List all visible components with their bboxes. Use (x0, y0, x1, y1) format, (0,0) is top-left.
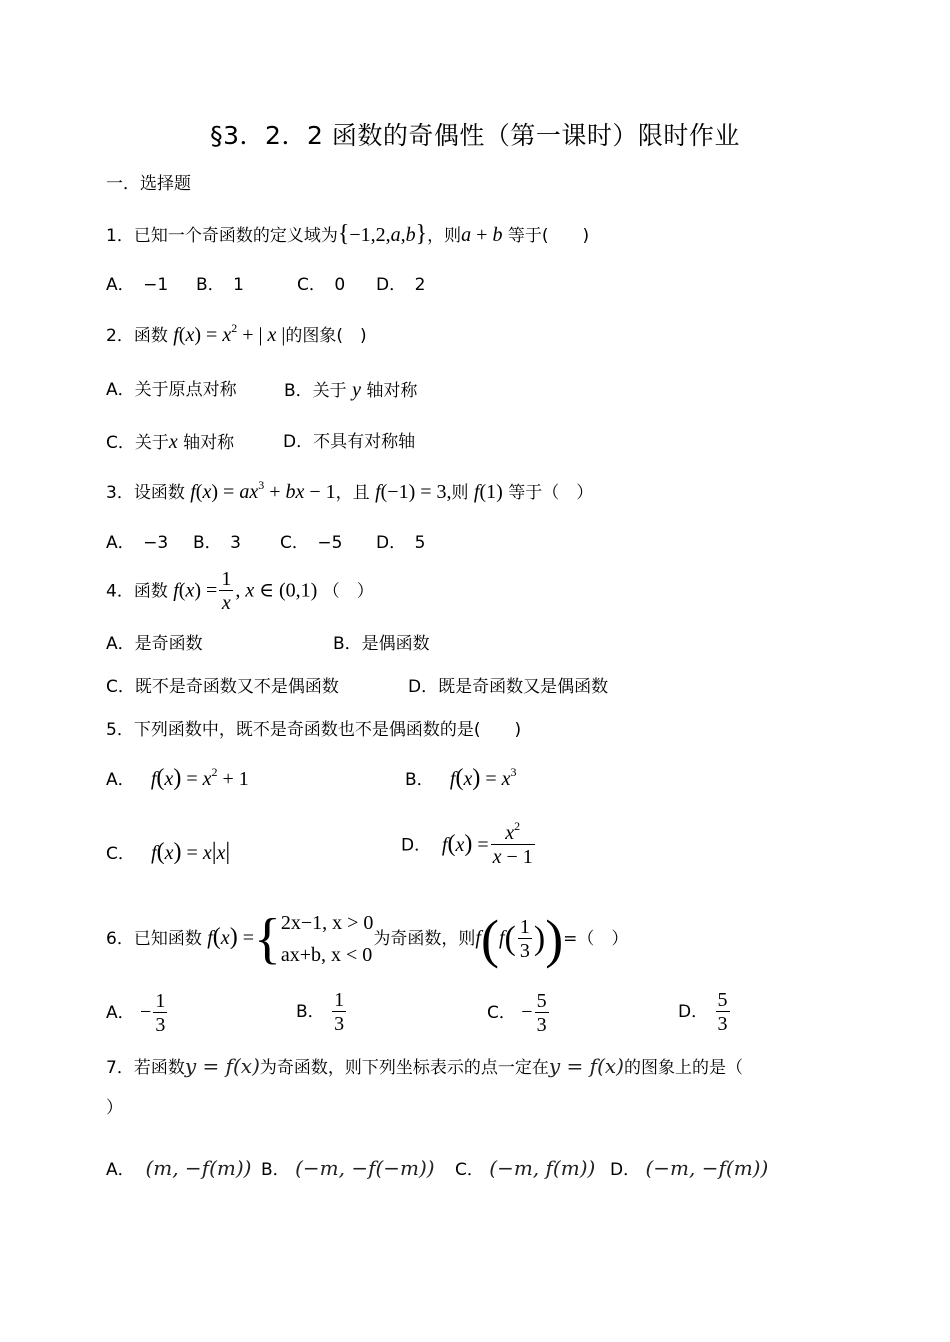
page-title: §3．2．2 函数的奇偶性（第一课时）限时作业 (210, 121, 740, 150)
question-4: 4．函数 f(x) = $\frac{1}{x}$ , x ∈ (0,1) （ ） (106, 568, 374, 614)
q2-option-d[interactable]: D．不具有对称轴 (283, 432, 416, 452)
question-2: 2．函数 $f(x) = x^2$ + | x |的图象( ) (106, 321, 367, 346)
q5-option-d[interactable]: D． f(x) = $\frac{x^2}{x - 1}$ (401, 819, 533, 868)
piecewise-function: { 2x−1, x > 0 ax+b, x < 0 (253, 908, 374, 970)
q4-option-b[interactable]: B．是偶函数 (333, 634, 430, 654)
q3-option-c[interactable]: C． −5 (280, 533, 343, 553)
q4-option-c[interactable]: C．既不是奇函数又不是偶函数 (106, 677, 339, 697)
q6-option-a[interactable]: A． − $\frac{1}{3}$ (106, 989, 166, 1036)
question-1: 1．已知一个奇函数的定义域为{−1,2,a,b}，则a + b 等于( ) (106, 221, 590, 247)
q5d-fraction: $\frac{x^2}{x - 1}$ (492, 819, 533, 868)
section-heading: 一．选择题 (106, 174, 191, 194)
q1-option-c[interactable]: C． 0 (297, 275, 346, 295)
q4-option-d[interactable]: D．既是奇函数又是偶函数 (408, 677, 609, 697)
q2-option-a[interactable]: A．关于原点对称 (106, 380, 237, 400)
q6-option-c[interactable]: C． − $\frac{5}{3}$ (487, 989, 547, 1036)
q1-option-a[interactable]: A． −1 (106, 275, 169, 295)
q4-option-a[interactable]: A．是奇函数 (106, 634, 203, 654)
question-3: 3．设函数 $f(x) = ax^3$ + bx − 1，且 f(−1) = 3,则 f(1) 等于（ ） (106, 478, 594, 503)
q5-option-b[interactable]: B． $f(x) = x^3$ (405, 765, 517, 791)
question-5: 5．下列函数中，既不是奇函数也不是偶函数的是( ) (106, 720, 522, 740)
domain-set: {−1,2,a,b} (337, 221, 428, 247)
question-7-close: ） (106, 1098, 123, 1118)
q3-function: $f(x) = ax^3$ + bx − 1 (190, 478, 336, 503)
q5-option-a[interactable]: A． $f(x) = x^2 + 1$ (106, 765, 249, 791)
q5-option-c[interactable]: C． f(x) = x|x| (106, 839, 231, 865)
q3-option-d[interactable]: D． 5 (376, 533, 426, 553)
q2-option-c[interactable]: C．关于x 轴对称 (106, 431, 235, 453)
q7-option-a[interactable]: A． (m, −f(m)) (106, 1156, 252, 1180)
q6-option-b[interactable]: B． $\frac{1}{3}$ (296, 988, 345, 1035)
q4-fraction: $\frac{1}{x}$ (221, 568, 232, 614)
q2-function: $f(x) = x^2$ + | x | (173, 321, 286, 346)
q1-option-d[interactable]: D． 2 (376, 275, 426, 295)
q7-option-c[interactable]: C． (−m, f(m)) (455, 1156, 596, 1180)
question-6: 6．已知函数 f(x) ={ 2x−1, x > 0 ax+b, x < 0 为奇函数，则f(f( $\frac{1}{3}$ ))=（ ） (106, 902, 628, 974)
q3-condition: f(−1) = 3, (375, 481, 452, 503)
question-7: 7．若函数y = f(x)为奇函数，则下列坐标表示的点一定在y = f(x)的图象上的是（ (106, 1054, 743, 1078)
q7-option-b[interactable]: B． (−m, −f(−m)) (261, 1156, 435, 1180)
q1-option-b[interactable]: B． 1 (196, 275, 244, 295)
q2-option-b[interactable]: B．关于 y 轴对称 (284, 379, 418, 401)
q3-option-a[interactable]: A． −3 (106, 533, 169, 553)
q6-option-d[interactable]: D． $\frac{5}{3}$ (678, 988, 728, 1035)
q7-option-d[interactable]: D． (−m, −f(m)) (610, 1156, 769, 1180)
q3-option-b[interactable]: B． 3 (193, 533, 241, 553)
